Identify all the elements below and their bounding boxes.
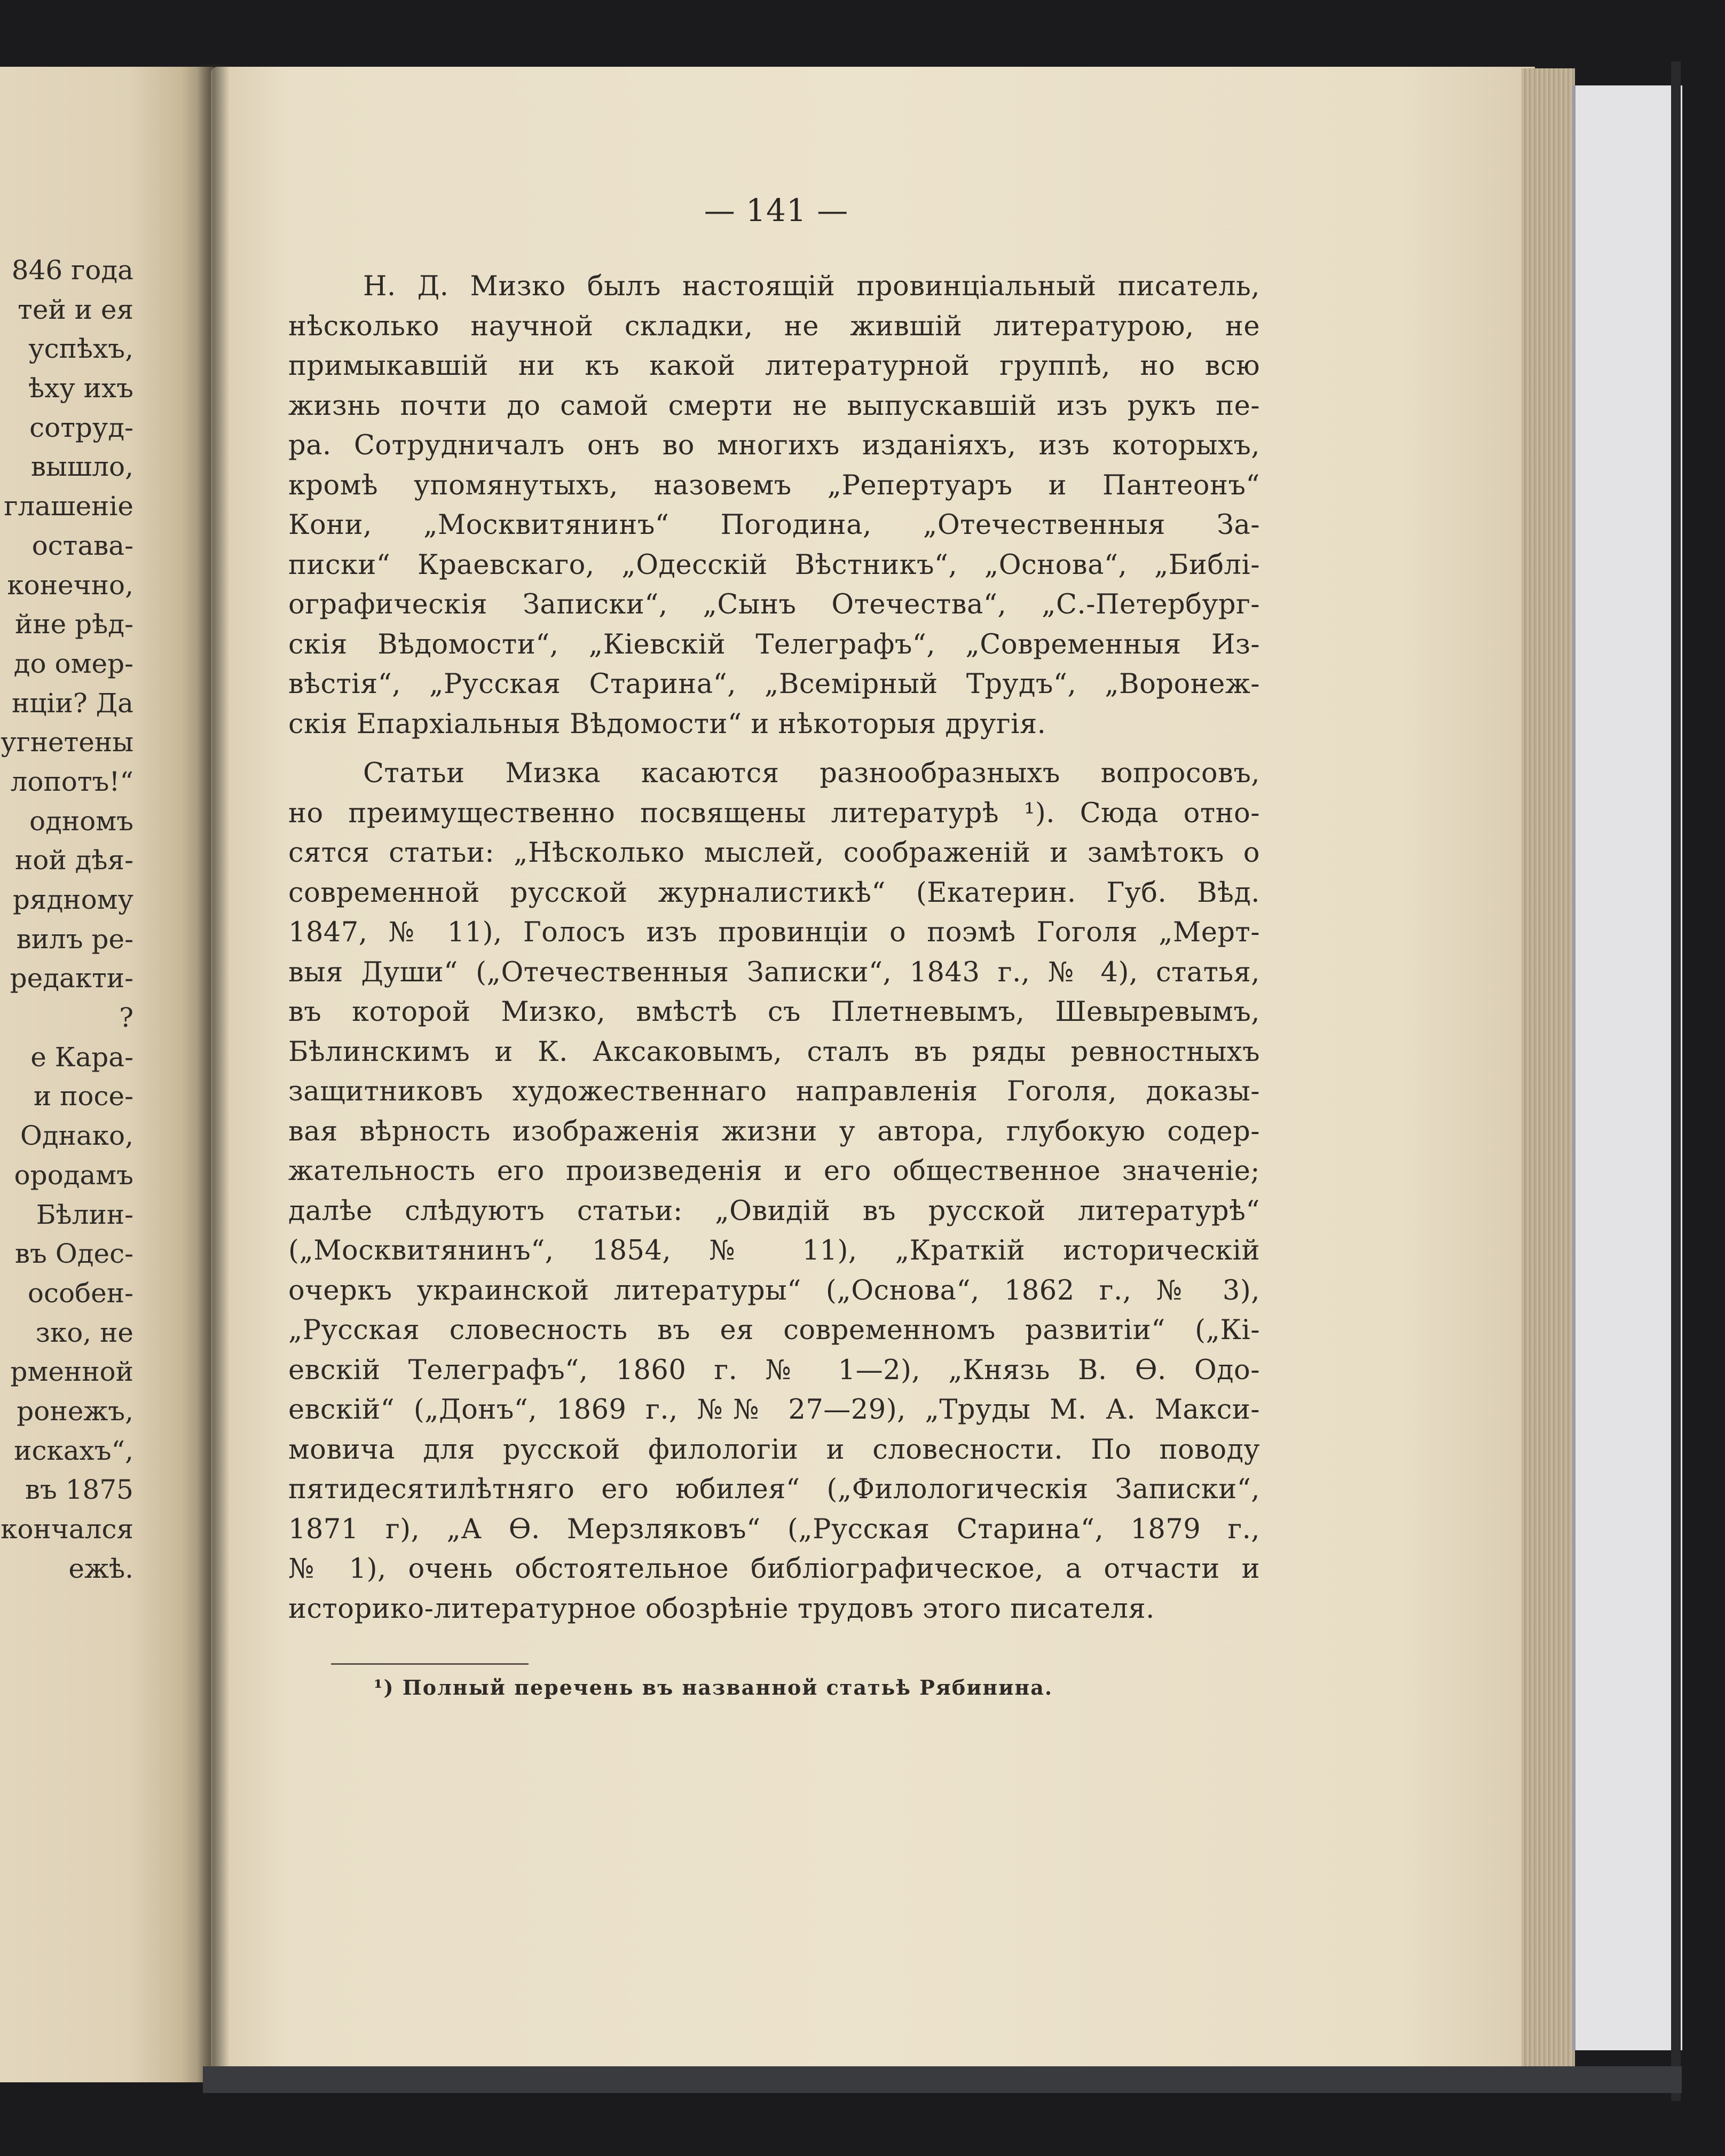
page-edges [1522, 68, 1575, 2085]
text-line: 1847, № 11), Голосъ изъ провинціи о поэмѣ Гоголя „Мерт- [288, 917, 1260, 948]
left-page-line: йне рѣд- [15, 609, 133, 640]
left-page-line: ной дѣя- [14, 845, 133, 876]
text-line: 1871 г), „А Ѳ. Мерзляковъ“ („Русская Старина“, 1879 г., [288, 1513, 1260, 1545]
left-page-line: особен- [27, 1277, 133, 1309]
left-page [0, 67, 214, 2082]
left-page-line: 846 года [11, 255, 133, 286]
text-line: Кони, „Москвитянинъ“ Погодина, „Отечественныя За- [288, 509, 1260, 541]
text-line: современной русской журналистикѣ“ (Екатерин. Губ. Вѣд. [288, 877, 1260, 909]
paragraph [288, 267, 1260, 744]
text-line: въ которой Мизко, вмѣстѣ съ Плетневымъ, Шевыревымъ, [288, 996, 1260, 1028]
footnote: ¹) Полный перечень въ названной статьѣ Рябинина. [374, 1675, 1053, 1699]
left-page-line: редакти- [10, 963, 133, 994]
left-page-line: тей и ея [18, 294, 133, 325]
cover-board-edge [1572, 85, 1682, 2050]
left-page-line: угнетены [1, 727, 133, 758]
text-line: далѣе слѣдуютъ статьи: „Овидій въ русской литературѣ“ [288, 1195, 1260, 1227]
left-page-text [0, 251, 133, 1588]
left-page-line: Однако, [20, 1120, 133, 1152]
text-line: Статьи Мизка касаются разнообразныхъ вопросовъ, [363, 758, 1260, 789]
paragraph [288, 754, 1260, 1629]
book-gutter [198, 64, 230, 2085]
left-page-line: нціи? Да [12, 687, 133, 719]
text-line: очеркъ украинской литературы“ („Основа“, 1862 г., № 3), [288, 1274, 1260, 1307]
left-page-line: лопотъ!“ [10, 766, 133, 797]
left-page-line: искахъ“, [14, 1435, 133, 1466]
left-page-line: кончался [1, 1514, 133, 1545]
text-line: примыкавшій ни къ какой литературной группѣ, но всю [288, 350, 1260, 382]
text-line: Н. Д. Мизко былъ настоящій провинціальный писатель, [363, 271, 1260, 302]
left-page-line: ородамъ [14, 1159, 133, 1191]
left-page-line: остава- [31, 530, 133, 561]
text-line: жизнь почти до самой смерти не выпускавшій изъ рукъ пе- [288, 390, 1260, 422]
text-line: евскій Телеграфъ“, 1860 г. № 1—2), „Князь В. Ѳ. Одо- [288, 1354, 1260, 1386]
text-line: жательность его произведенія и его общественное значеніе; [288, 1155, 1260, 1187]
left-page-line: одномъ [29, 805, 133, 837]
left-page-line: и посе- [33, 1081, 133, 1112]
text-line: „Русская словесность въ ея современномъ развитіи“ („Кі- [288, 1315, 1260, 1346]
left-page-line: ? [119, 1002, 133, 1034]
text-line: пятидесятилѣтняго его юбилея“ („Филологическія Записки“, [288, 1474, 1260, 1505]
left-page-line: рядному [12, 884, 133, 915]
text-line: защитниковъ художественнаго направленія Гоголя, доказы- [288, 1076, 1260, 1107]
left-page-line: конечно, [7, 569, 133, 601]
left-page-line: ронежъ, [17, 1395, 133, 1427]
bottom-cover-edge [203, 2066, 1682, 2093]
left-page-line: ѣху ихъ [28, 373, 133, 404]
left-page-line: въ Одес- [14, 1238, 133, 1270]
text-line: вая вѣрность изображенія жизни у автора, глубокую содер- [288, 1115, 1260, 1147]
text-line: мовича для русской филологіи и словесности. По поводу [288, 1434, 1260, 1466]
text-line: („Москвитянинъ“, 1854, № 11), „Краткій историческій [288, 1235, 1260, 1266]
text-line: кромѣ упомянутыхъ, назовемъ „Репертуаръ и Пантеонъ“ [288, 469, 1260, 501]
left-page-line: вилъ ре- [16, 923, 133, 955]
text-line: выя Души“ („Отечественныя Записки“, 1843 г., № 4), статья, [288, 956, 1260, 988]
text-line: нѣсколько научной складки, не жившій литературою, не [288, 310, 1260, 342]
left-page-line: успѣхъ, [28, 333, 133, 365]
left-page-line: сотруд- [29, 412, 133, 443]
left-page-line: въ 1875 [25, 1474, 133, 1506]
left-page-line: е Кара- [30, 1041, 133, 1073]
left-page-line: зко, не [35, 1317, 133, 1348]
text-line: историко-литературное обозрѣніе трудовъ этого писателя. [288, 1593, 1155, 1625]
text-line: вѣстія“, „Русская Старина“, „Всемірный Трудъ“, „Воронеж- [288, 668, 1260, 700]
left-page-line: рменной [10, 1356, 133, 1388]
cover-spine-edge [1671, 61, 1681, 2101]
text-line: писки“ Краевскаго, „Одесскій Вѣстникъ“, „Основа“, „Библі- [288, 549, 1260, 581]
text-line: Бѣлинскимъ и К. Аксаковымъ, сталъ въ ряды ревностныхъ [288, 1036, 1260, 1068]
page-number: — 141 — [704, 192, 849, 229]
text-line: скія Вѣдомости“, „Кіевскій Телеграфъ“, „Современныя Из- [288, 628, 1260, 660]
text-line: ра. Сотрудничалъ онъ во многихъ изданіяхъ, изъ которыхъ, [288, 430, 1260, 461]
text-line: евскій“ („Донъ“, 1869 г., №№ 27—29), „Труды М. А. Макси- [288, 1394, 1260, 1426]
left-page-line: вышло, [30, 451, 133, 483]
footnote-divider [331, 1663, 529, 1665]
left-page-line: до омер- [13, 648, 133, 679]
left-page-line: Бѣлин- [36, 1199, 133, 1230]
text-line: скія Епархіальныя Вѣдомости“ и нѣкоторыя другія. [288, 708, 1046, 740]
text-line: № 1), очень обстоятельное библіографическое, а отчасти и [288, 1553, 1260, 1585]
text-line: сятся статьи: „Нѣсколько мыслей, соображеній и замѣтокъ о [288, 837, 1260, 869]
left-page-line: глашеніе [4, 491, 133, 522]
paragraph-gap [288, 744, 1260, 754]
text-line: но преимущественно посвящены литературѣ ¹). Сюда отно- [288, 797, 1260, 829]
left-page-line: ежѣ. [68, 1553, 133, 1584]
text-line: ографическія Записки“, „Сынъ Отечества“, „С.-Петербург- [288, 589, 1260, 620]
main-text [288, 267, 1260, 1629]
